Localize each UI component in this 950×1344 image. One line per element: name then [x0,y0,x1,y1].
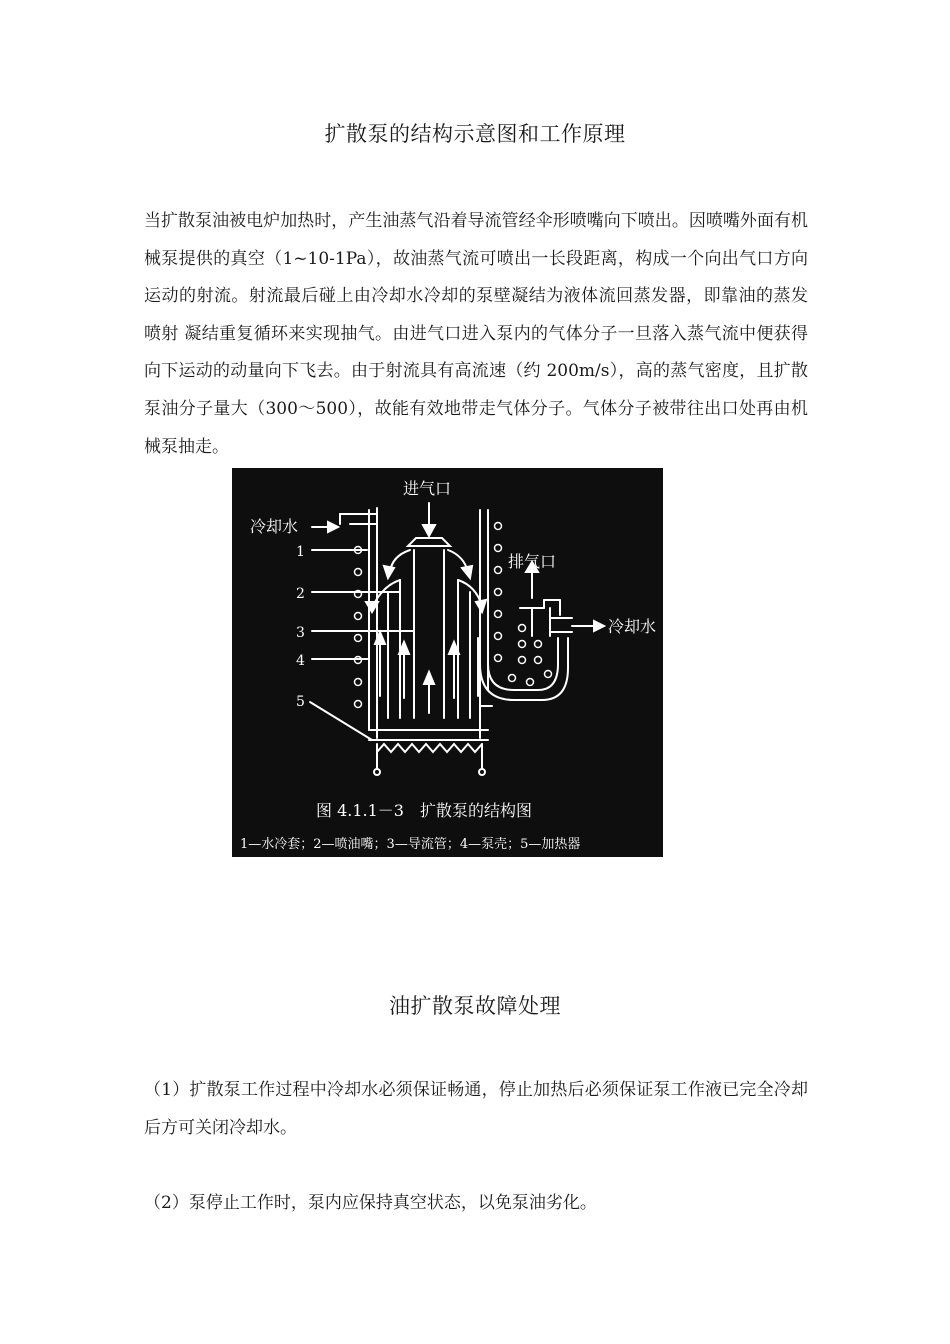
troubleshooting-item-1: （1）扩散泵工作过程中冷却水必须保证畅通，停止加热后必须保证泵工作液已完全冷却后方可关闭冷却水。 [144,1080,808,1138]
label-cooling-water-out: 冷却水 [608,617,657,636]
label-inlet: 进气口 [403,479,452,498]
figure-caption: 图 4.1.1－3 扩散泵的结构图 [316,801,532,820]
label-exhaust: 排气口 [508,552,557,571]
diffusion-pump-figure [232,468,663,857]
label-number-5: 5 [296,694,305,710]
section-title-troubleshooting: 油扩散泵故障处理 [389,994,561,1018]
section-title-structure: 扩散泵的结构示意图和工作原理 [324,122,626,146]
label-cooling-water-in: 冷却水 [250,517,299,536]
diffusion-pump-diagram [232,468,663,857]
label-number-4: 4 [296,653,305,669]
label-number-2: 2 [296,586,305,602]
troubleshooting-item-2: （2）泵停止工作时，泵内应保持真空状态，以免泵油劣化。 [144,1193,597,1213]
label-number-3: 3 [296,625,305,641]
principle-paragraph: 当扩散泵油被电炉加热时，产生油蒸气沿着导流管经伞形喷嘴向下喷出。因喷嘴外面有机械泵提供的真空（1~10-1Pa），故油蒸气流可喷出一长段距离，构成一个向出气口方向运动的射流。射流最后碰上由冷却水冷却的泵壁凝结为液体流回蒸发器，即靠油的蒸发 喷射 凝结重复循环来实现抽气。由进气口进入泵内的气体分子一旦落入蒸气流中便获得向下运动的动量向下飞去。由于射流具有高流速（约 200m/s），高的蒸气密度，且扩散泵油分子量大（300～500），故能有效地带走气体分子。气体分子被带往出口处再由机械泵抽走。 [144,211,808,457]
label-number-1: 1 [296,544,305,560]
figure-legend: 1—水冷套；2—喷油嘴；3—导流管；4—泵壳；5—加热器 [240,837,581,852]
